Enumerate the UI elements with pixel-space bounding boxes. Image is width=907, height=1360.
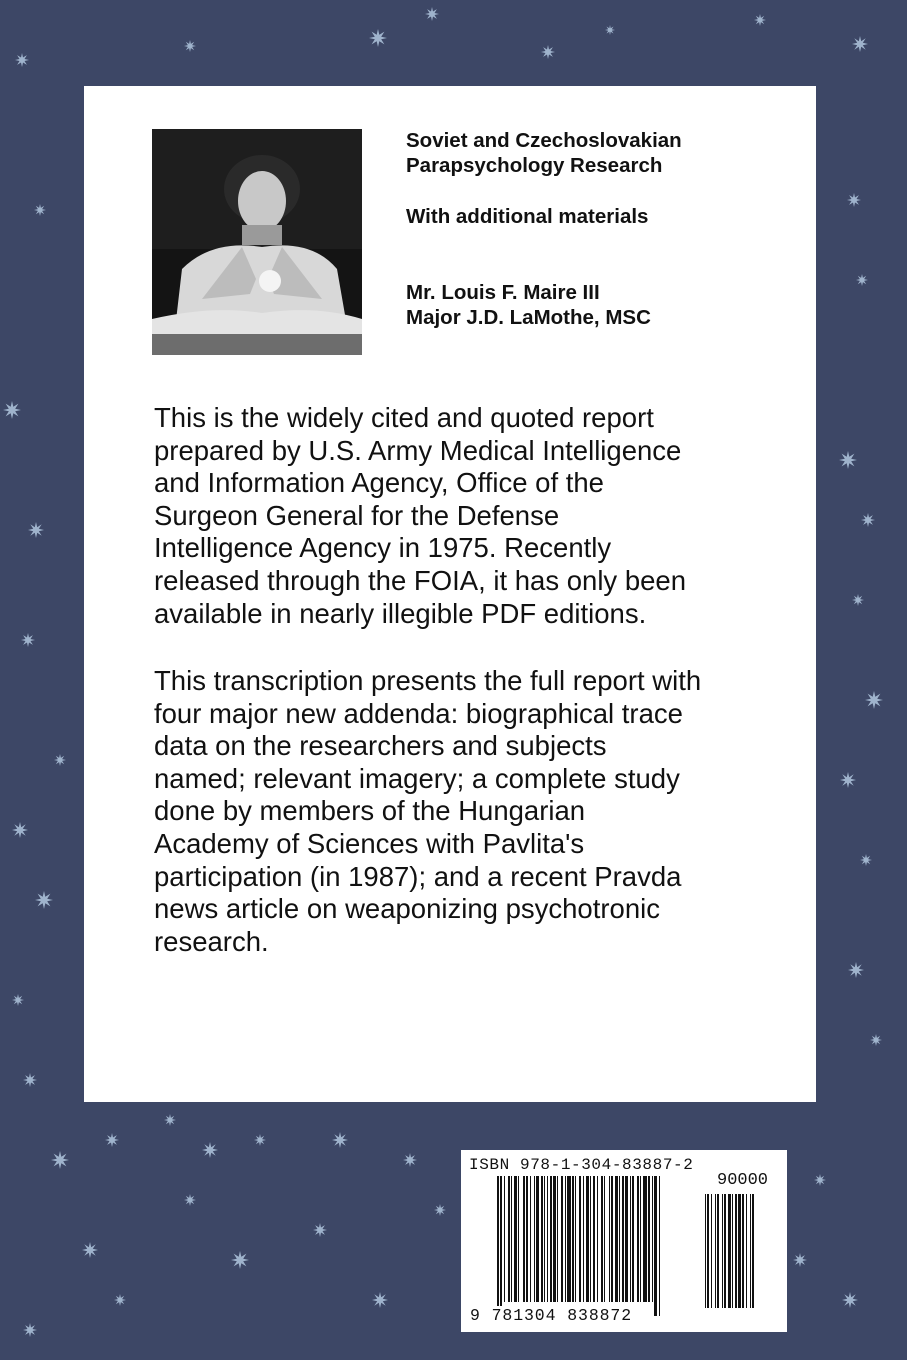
text-line: research. bbox=[154, 925, 269, 957]
star-icon bbox=[403, 1153, 417, 1167]
barcode-bar bbox=[504, 1176, 505, 1302]
barcode-bar bbox=[619, 1176, 620, 1302]
barcode-bar bbox=[652, 1176, 653, 1302]
barcode-bar bbox=[597, 1176, 598, 1302]
text-line: participation (in 1987); and a recent Pravda bbox=[154, 860, 682, 892]
barcode-bar bbox=[611, 1176, 613, 1302]
star-icon bbox=[754, 14, 766, 26]
barcode-bar bbox=[722, 1194, 723, 1308]
star-icon bbox=[839, 451, 857, 469]
star-icon bbox=[541, 45, 555, 59]
barcode-bar bbox=[648, 1176, 650, 1302]
ean-digits: 9 781304 838872 bbox=[470, 1306, 633, 1325]
barcode-bar bbox=[514, 1176, 517, 1302]
barcode-bar bbox=[518, 1176, 519, 1302]
barcode-bar bbox=[601, 1176, 603, 1302]
star-icon bbox=[164, 1114, 176, 1126]
barcode-bar bbox=[579, 1176, 581, 1302]
barcode-bar bbox=[553, 1176, 556, 1302]
barcode-bar bbox=[625, 1176, 628, 1302]
barcode-bar bbox=[717, 1194, 719, 1308]
star-icon bbox=[856, 274, 868, 286]
price-code: 90000 bbox=[717, 1171, 769, 1190]
barcode-bar bbox=[659, 1176, 660, 1316]
book-info bbox=[406, 128, 806, 330]
barcode-bar bbox=[590, 1176, 591, 1302]
isbn-barcode bbox=[461, 1150, 787, 1332]
author-1: Mr. Louis F. Maire III bbox=[406, 281, 600, 304]
star-icon bbox=[23, 1073, 37, 1087]
barcode-bar bbox=[536, 1176, 539, 1302]
author-2: Major J.D. LaMothe, MSC bbox=[406, 306, 651, 329]
star-icon bbox=[434, 1204, 446, 1216]
photo-illustration bbox=[152, 129, 362, 355]
star-icon bbox=[425, 7, 439, 21]
star-icon bbox=[35, 891, 53, 909]
barcode-bar bbox=[640, 1176, 641, 1302]
text-line: Intelligence Agency in 1975. Recently bbox=[154, 532, 612, 564]
barcode-bar bbox=[593, 1176, 595, 1302]
barcode-bar bbox=[630, 1176, 631, 1302]
star-icon bbox=[852, 36, 868, 52]
barcode-bar bbox=[711, 1194, 712, 1308]
barcode-bar bbox=[724, 1194, 726, 1308]
text-line: and Information Agency, Office of the bbox=[154, 467, 604, 499]
star-icon bbox=[51, 1151, 69, 1169]
star-icon bbox=[184, 40, 196, 52]
star-icon bbox=[852, 594, 864, 606]
text-line: released through the FOIA, it has only been bbox=[154, 564, 686, 596]
barcode-bar bbox=[746, 1194, 747, 1308]
text-panel bbox=[84, 86, 816, 1102]
barcode-bar bbox=[572, 1176, 574, 1302]
star-icon bbox=[105, 1133, 119, 1147]
star-icon bbox=[82, 1242, 98, 1258]
star-icon bbox=[202, 1142, 218, 1158]
subtitle: With additional materials bbox=[406, 205, 649, 228]
barcode-bar bbox=[728, 1194, 731, 1308]
barcode-bar bbox=[567, 1176, 571, 1302]
barcode-bar bbox=[544, 1176, 545, 1302]
isbn-label: ISBN 978-1-304-83887-2 bbox=[469, 1156, 694, 1174]
star-icon bbox=[369, 29, 387, 47]
star-icon bbox=[861, 513, 875, 527]
barcode-bar bbox=[547, 1176, 548, 1302]
barcode-bar bbox=[534, 1176, 535, 1302]
barcode-bar bbox=[609, 1176, 610, 1302]
star-icon bbox=[332, 1132, 348, 1148]
star-icon bbox=[847, 193, 861, 207]
text-line: This is the widely cited and quoted report bbox=[154, 402, 654, 433]
barcode-bar bbox=[541, 1176, 543, 1302]
barcode-bar bbox=[615, 1176, 618, 1302]
text-line: news article on weaponizing psychotronic bbox=[154, 893, 660, 925]
text-line: prepared by U.S. Army Medical Intelligence bbox=[154, 434, 682, 466]
barcode-bar bbox=[557, 1176, 558, 1302]
star-icon bbox=[114, 1294, 126, 1306]
barcode-bar bbox=[565, 1176, 566, 1302]
description-paragraph-2 bbox=[154, 665, 754, 958]
text-line: Academy of Sciences with Pavlita's bbox=[154, 827, 585, 859]
photograph bbox=[152, 129, 362, 355]
star-icon bbox=[372, 1292, 388, 1308]
star-icon bbox=[848, 962, 864, 978]
barcode-bar bbox=[561, 1176, 563, 1302]
star-icon bbox=[28, 522, 44, 538]
star-icon bbox=[23, 1323, 37, 1337]
barcode-bar bbox=[654, 1176, 657, 1316]
barcode-bar bbox=[732, 1194, 733, 1308]
barcode-bar bbox=[622, 1176, 624, 1302]
barcode-bar bbox=[738, 1194, 741, 1308]
barcode-bar bbox=[604, 1176, 605, 1302]
title-line-1: Soviet and Czechoslovakian bbox=[406, 129, 682, 152]
star-icon bbox=[605, 25, 615, 35]
star-icon bbox=[793, 1253, 807, 1267]
star-icon bbox=[254, 1134, 266, 1146]
barcode-bar bbox=[575, 1176, 576, 1302]
barcode-bar bbox=[530, 1176, 531, 1302]
barcode-bar bbox=[637, 1176, 639, 1302]
barcode-bar bbox=[526, 1176, 528, 1302]
barcode-bar bbox=[508, 1176, 510, 1302]
barcode-bar bbox=[511, 1176, 512, 1302]
barcode-bar bbox=[742, 1194, 744, 1308]
title-line-2: Parapsychology Research bbox=[406, 154, 663, 177]
text-line: four major new addenda: biographical trace bbox=[154, 697, 683, 729]
star-icon bbox=[860, 854, 872, 866]
barcode-bar bbox=[707, 1194, 709, 1308]
barcode-bar bbox=[497, 1176, 499, 1316]
barcode-bar bbox=[583, 1176, 584, 1302]
star-icon bbox=[231, 1251, 249, 1269]
star-icon bbox=[12, 994, 24, 1006]
text-line: done by members of the Hungarian bbox=[154, 795, 586, 827]
addon-barcode-bars bbox=[705, 1194, 781, 1322]
barcode-bar bbox=[586, 1176, 589, 1302]
barcode-bar bbox=[632, 1176, 634, 1302]
star-icon bbox=[54, 754, 66, 766]
description-paragraph-1 bbox=[154, 402, 754, 630]
barcode-bar bbox=[752, 1194, 754, 1308]
star-icon bbox=[21, 633, 35, 647]
barcode-bar bbox=[643, 1176, 647, 1302]
barcode-bar bbox=[523, 1176, 525, 1302]
star-icon bbox=[814, 1174, 826, 1186]
star-icon bbox=[15, 53, 29, 67]
star-icon bbox=[34, 204, 46, 216]
text-line: data on the researchers and subjects bbox=[154, 730, 607, 762]
star-icon bbox=[184, 1194, 196, 1206]
barcode-bar bbox=[750, 1194, 751, 1308]
star-icon bbox=[870, 1034, 882, 1046]
star-icon bbox=[12, 822, 28, 838]
barcode-bar bbox=[705, 1194, 706, 1308]
barcode-bar bbox=[550, 1176, 552, 1302]
star-icon bbox=[840, 772, 856, 788]
text-line: Surgeon General for the Defense bbox=[154, 499, 560, 531]
barcode-bar bbox=[735, 1194, 737, 1308]
text-line: available in nearly illegible PDF editions. bbox=[154, 597, 647, 629]
star-icon bbox=[842, 1292, 858, 1308]
text-line: This transcription presents the full report with bbox=[154, 665, 702, 696]
star-icon bbox=[3, 401, 21, 419]
star-icon bbox=[313, 1223, 327, 1237]
barcode-bar bbox=[500, 1176, 502, 1316]
star-icon bbox=[865, 691, 883, 709]
ean-barcode-bars bbox=[497, 1176, 695, 1322]
text-line: named; relevant imagery; a complete study bbox=[154, 762, 680, 794]
barcode-bar bbox=[715, 1194, 716, 1308]
